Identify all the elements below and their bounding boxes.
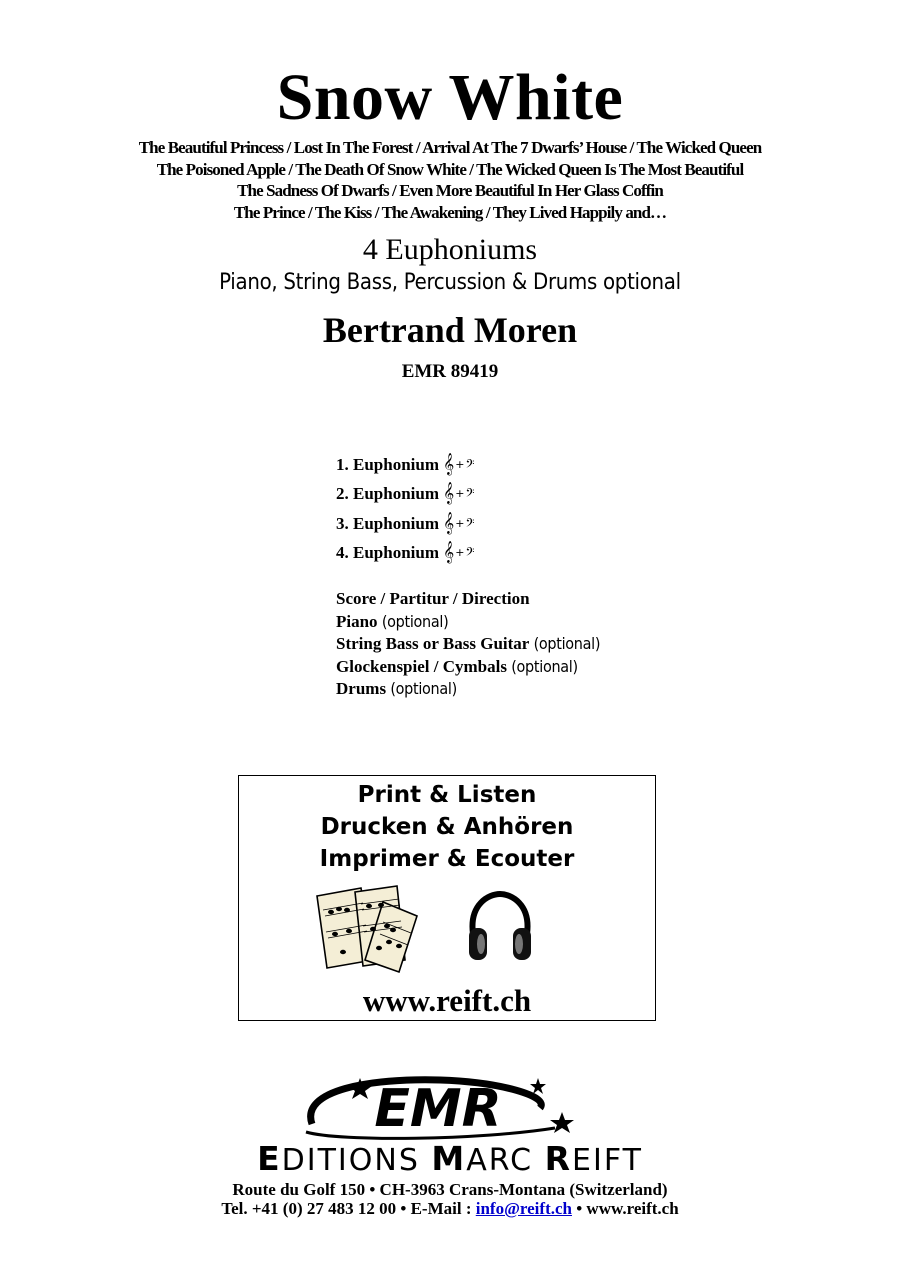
part-label: 2. Euphonium [336, 484, 439, 504]
print-listen-en: Print & Listen [357, 782, 537, 808]
part-label: 3. Euphonium [336, 513, 439, 533]
part-label: 1. Euphonium [336, 455, 439, 474]
print-listen-box [238, 775, 656, 1021]
part-item [336, 540, 474, 569]
part-label: 4. Euphonium [336, 542, 439, 562]
treble-bass-clef-icon: 𝄞+𝄢 [443, 453, 475, 475]
sheet-music-icon [313, 882, 423, 974]
movement-line: The Poisoned Apple / The Death Of Snow White / The Wicked Queen Is The Most Beautiful [156, 159, 744, 179]
email-link[interactable]: info@reift.ch [475, 1199, 572, 1218]
extra-part-item: Score / Partitur / Direction [336, 589, 530, 608]
emr-logo [300, 1072, 590, 1142]
composer-name: Bertrand Moren [322, 310, 578, 350]
catalog-number: EMR 89419 [401, 361, 499, 382]
page-title: Snow White [276, 61, 624, 134]
print-listen-fr: Imprimer & Ecouter [319, 846, 575, 872]
part-item [336, 452, 474, 481]
extra-parts-list [336, 588, 600, 701]
parts-list [336, 452, 474, 569]
headphones-icon [465, 890, 535, 964]
treble-bass-clef-icon: 𝄞+𝄢 [443, 511, 475, 534]
extra-part-item: Glockenspiel / Cymbals (optional) [336, 656, 578, 676]
movement-line: The Prince / The Kiss / The Awakening / They Lived Happily and… [233, 202, 667, 222]
movement-line: The Sadness Of Dwarfs / Even More Beautiful In Her Glass Coffin [237, 181, 663, 200]
treble-bass-clef-icon: 𝄞+𝄢 [443, 482, 475, 505]
extra-part-item: String Bass or Bass Guitar (optional) [336, 634, 601, 653]
svg-text:EMR: EMR [374, 1079, 502, 1139]
part-item [336, 511, 474, 540]
print-listen-de: Drucken & Anhören [320, 814, 574, 840]
extra-part-item: Drums (optional) [336, 679, 457, 698]
part-item [336, 481, 474, 510]
extra-part-item: Piano (optional) [336, 611, 449, 631]
optional-instruments: Piano, String Bass, Percussion & Drums optional [219, 270, 681, 295]
instrumentation: 4 Euphoniums [362, 233, 538, 266]
movement-line: The Beautiful Princess / Lost In The Forest / Arrival At The 7 Dwarfs’ House / The Wicked Queen [138, 138, 762, 157]
publisher-contact: Tel. +41 (0) 27 483 12 00 • E-Mail : info@reift.ch • www.reift.ch [221, 1199, 679, 1218]
website-url[interactable]: www.reift.ch [362, 983, 532, 1018]
movement-list [0, 137, 900, 223]
publisher-name: EDITIONS MARC REIFT [257, 1139, 643, 1178]
publisher-address: Route du Golf 150 • CH-3963 Crans-Montana (Switzerland) [232, 1180, 668, 1199]
treble-bass-clef-icon: 𝄞+𝄢 [443, 540, 475, 563]
